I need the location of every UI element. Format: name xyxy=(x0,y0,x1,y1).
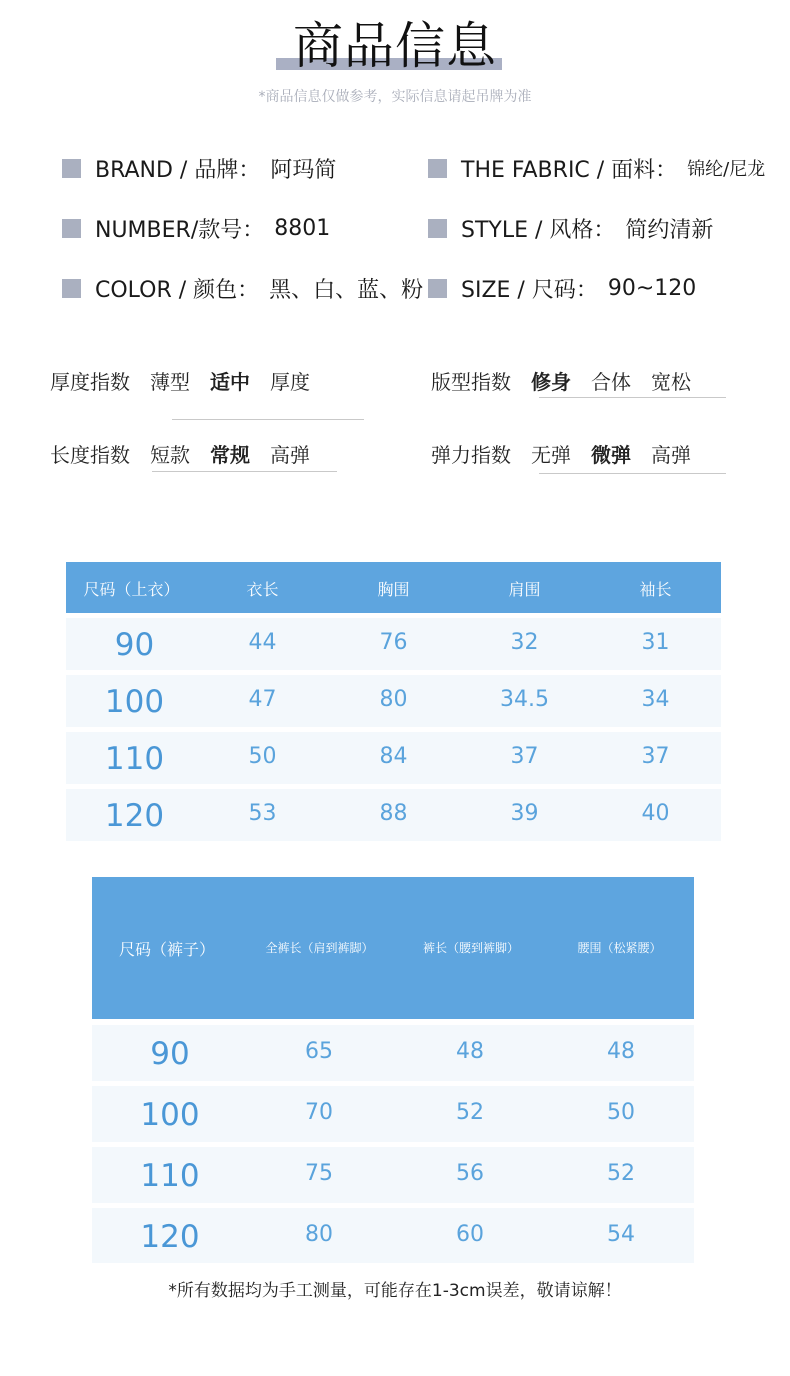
header-cell: 胸围 xyxy=(377,580,410,599)
header-cell: 全裤长（肩到裤脚） xyxy=(265,941,374,955)
page-title: 商品信息 xyxy=(293,17,497,75)
value-cell: 52 xyxy=(456,1100,484,1125)
info-label: STYLE / 风格： xyxy=(461,217,616,243)
index-option-selected: 常规 xyxy=(210,443,250,467)
size-cell: 100 xyxy=(104,684,165,720)
table-row xyxy=(92,1147,694,1203)
square-bullet-icon xyxy=(62,219,81,238)
value-cell: 52 xyxy=(607,1161,635,1186)
size-cell: 90 xyxy=(114,627,155,663)
table-row xyxy=(92,1208,694,1263)
index-label: 长度指数 xyxy=(50,443,130,467)
index-option-selected: 修身 xyxy=(531,370,571,394)
table-row xyxy=(66,789,721,841)
value-cell: 70 xyxy=(305,1100,333,1125)
square-bullet-icon xyxy=(428,279,447,298)
size-cell: 110 xyxy=(104,741,165,777)
table-header xyxy=(92,877,694,1019)
info-label: COLOR / 颜色： xyxy=(95,277,260,303)
header-cell: 裤长（腰到裤脚） xyxy=(422,941,519,955)
info-value: 阿玛简 xyxy=(270,157,337,183)
info-style xyxy=(428,213,713,243)
index-option: 厚度 xyxy=(270,370,310,394)
value-cell: 60 xyxy=(456,1222,484,1247)
size-cell: 90 xyxy=(150,1036,190,1072)
header-cell: 尺码（裤子） xyxy=(118,940,215,959)
info-value: 锦纶/尼龙 xyxy=(687,159,766,180)
index-option: 无弹 xyxy=(531,443,571,467)
value-cell: 75 xyxy=(305,1161,333,1186)
size-cell: 120 xyxy=(140,1219,200,1255)
table-row xyxy=(66,732,721,784)
value-cell: 34 xyxy=(641,687,670,712)
value-cell: 40 xyxy=(641,801,670,826)
header-cell: 腰围（松紧腰） xyxy=(577,941,662,955)
value-cell: 39 xyxy=(510,801,539,826)
index-underline xyxy=(539,473,726,474)
info-value: 简约清新 xyxy=(625,217,714,243)
index-option: 合体 xyxy=(591,370,631,394)
value-cell: 76 xyxy=(379,630,408,655)
value-cell: 32 xyxy=(510,630,539,655)
value-cell: 37 xyxy=(510,744,539,769)
info-label: NUMBER/款号： xyxy=(95,217,265,243)
info-label: SIZE / 尺码： xyxy=(461,277,598,303)
value-cell: 54 xyxy=(607,1222,635,1247)
table-row xyxy=(92,1025,694,1081)
size-cell: 120 xyxy=(104,798,165,834)
index-option: 高弹 xyxy=(270,443,310,467)
header-cell: 尺码（上衣） xyxy=(83,580,180,599)
index-option: 高弹 xyxy=(651,443,691,467)
value-cell: 48 xyxy=(607,1039,635,1064)
value-cell: 88 xyxy=(379,801,408,826)
top-size-table xyxy=(66,562,721,842)
value-cell: 34.5 xyxy=(500,687,549,712)
info-value: 8801 xyxy=(274,215,331,241)
value-cell: 44 xyxy=(248,630,277,655)
index-elasticity xyxy=(431,439,711,468)
square-bullet-icon xyxy=(428,159,447,178)
info-brand xyxy=(62,153,336,183)
value-cell: 47 xyxy=(248,687,277,712)
table-row xyxy=(92,1086,694,1142)
header-cell: 肩围 xyxy=(508,580,541,599)
index-underline xyxy=(172,419,364,420)
square-bullet-icon xyxy=(62,279,81,298)
index-underline xyxy=(539,397,726,398)
index-label: 厚度指数 xyxy=(50,370,130,394)
index-option: 薄型 xyxy=(150,370,190,394)
index-label: 版型指数 xyxy=(431,370,511,394)
index-fit xyxy=(431,366,711,395)
table-header xyxy=(66,562,721,613)
value-cell: 84 xyxy=(379,744,408,769)
size-cell: 110 xyxy=(140,1158,200,1194)
info-fabric xyxy=(428,153,765,183)
info-value: 90~120 xyxy=(607,275,697,301)
info-label: THE FABRIC / 面料： xyxy=(461,157,678,183)
index-length xyxy=(50,439,330,468)
value-cell: 50 xyxy=(607,1100,635,1125)
value-cell: 31 xyxy=(641,630,670,655)
value-cell: 53 xyxy=(248,801,277,826)
info-number xyxy=(62,213,330,243)
index-label: 弹力指数 xyxy=(431,443,511,467)
value-cell: 56 xyxy=(456,1161,484,1186)
table-row xyxy=(66,675,721,727)
value-cell: 80 xyxy=(379,687,408,712)
info-label: BRAND / 品牌： xyxy=(95,157,261,183)
index-option: 宽松 xyxy=(651,370,691,394)
table-row xyxy=(66,618,721,670)
index-option-selected: 微弹 xyxy=(591,443,631,467)
pants-size-table xyxy=(92,877,694,1263)
value-cell: 37 xyxy=(641,744,670,769)
square-bullet-icon xyxy=(62,159,81,178)
index-thickness xyxy=(50,366,330,395)
value-cell: 65 xyxy=(305,1039,333,1064)
index-option-selected: 适中 xyxy=(210,370,250,394)
info-value: 黑、白、蓝、粉 xyxy=(269,277,424,303)
info-color xyxy=(62,273,423,303)
value-cell: 48 xyxy=(456,1039,484,1064)
index-option: 短款 xyxy=(150,443,190,467)
value-cell: 50 xyxy=(248,744,277,769)
title-section xyxy=(0,0,790,80)
size-cell: 100 xyxy=(140,1097,200,1133)
header-cell: 衣长 xyxy=(246,580,279,599)
info-size xyxy=(428,273,696,303)
subtitle: *商品信息仅做参考，实际信息请起吊牌为准 xyxy=(258,89,532,105)
header-cell: 袖长 xyxy=(639,580,672,599)
square-bullet-icon xyxy=(428,219,447,238)
index-underline xyxy=(152,471,337,472)
footnote: *所有数据均为手工测量，可能存在1-3cm误差，敬请谅解！ xyxy=(168,1281,622,1301)
value-cell: 80 xyxy=(305,1222,333,1247)
